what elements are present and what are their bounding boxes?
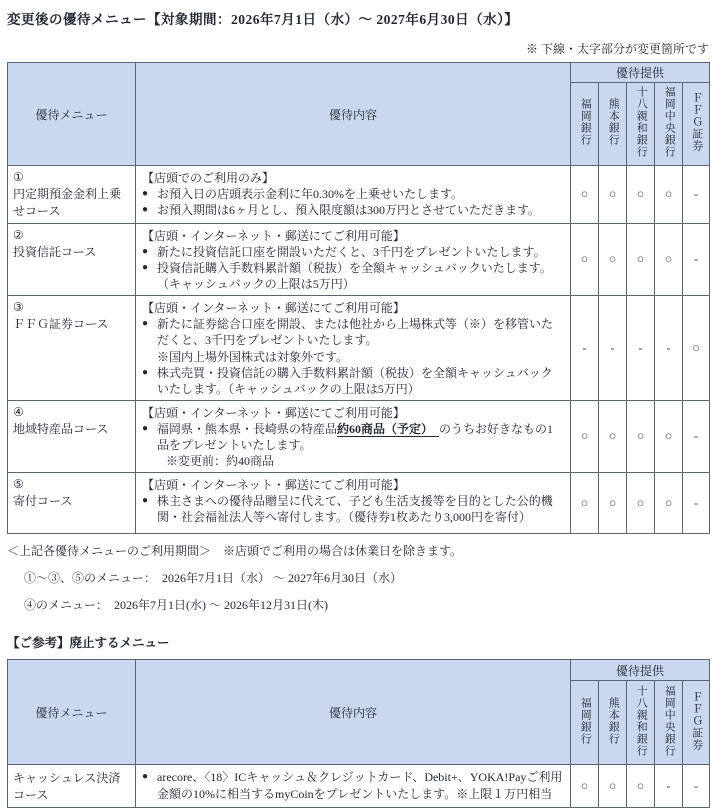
mark-cell: ○ xyxy=(599,765,627,808)
mark-cell: ○ xyxy=(571,400,599,472)
col-header-provide: 優待提供 xyxy=(571,660,710,681)
mark-cell: ○ xyxy=(571,166,599,224)
bullet-item xyxy=(142,421,564,453)
mark-cell: ○ xyxy=(683,296,710,400)
bullet-icon: ● xyxy=(142,771,149,783)
table-row xyxy=(8,765,710,808)
table-row xyxy=(8,166,710,224)
col-header-bank-juhachi-shinwa: 十八親和銀行 xyxy=(627,83,655,166)
col-header-menu: 優待メニュー xyxy=(8,63,136,166)
mark-cell: - xyxy=(683,224,710,296)
usage-period-section xyxy=(7,543,709,613)
mark-cell: - xyxy=(655,296,683,400)
row-number: ③ xyxy=(13,300,24,315)
mark-cell: ○ xyxy=(627,166,655,224)
mark-cell: ○ xyxy=(599,166,627,224)
channel-label: 【店頭・インターネット・郵送にてご利用可能】 xyxy=(142,229,405,243)
mark-cell: - xyxy=(683,473,710,534)
bullet-item: ● 株主さまへの優待品贈呈に代えて、子ども生活支援等を目的とした公的機関・社会福祉法人等へ寄付します。（優待券1枚あたり3,000円を寄付） xyxy=(142,494,553,525)
mark-cell: ○ xyxy=(655,224,683,296)
mark-cell: ○ xyxy=(655,473,683,534)
channel-label: 【店頭・インターネット・郵送にてご利用可能】 xyxy=(142,301,405,316)
menu-name: ＦＦＧ証券コース xyxy=(13,317,109,332)
mark-cell: - xyxy=(655,765,683,808)
mark-cell: ○ xyxy=(599,224,627,296)
discontinued-menu-table xyxy=(7,659,710,808)
mark-cell: ○ xyxy=(599,473,627,534)
channel-label: 【店頭・インターネット・郵送にてご利用可能】 xyxy=(142,405,405,420)
usage-period-heading: ＜上記各優待メニューのご利用期間＞ ※店頭でご利用の場合は休業日を除きます。 xyxy=(7,544,463,559)
bullet-item: ● お預入期間は6ヶ月とし、預入限度額は300万円とさせていただきます。 xyxy=(142,203,541,218)
col-header-bank-fukuoka-chuo: 福岡中央銀行 xyxy=(655,83,683,166)
col-header-provide: 優待提供 xyxy=(571,63,710,83)
col-header-content: 優待内容 xyxy=(136,63,571,166)
row-number: ⑤ xyxy=(13,477,24,492)
reference-section-title: 【ご参考】廃止するメニュー xyxy=(7,636,170,651)
menu-cell-cashless-payment xyxy=(8,765,136,808)
bullet-icon: ● xyxy=(142,318,149,330)
col-header-bank-fukuoka: 福岡銀行 xyxy=(571,681,599,765)
page-title: 変更後の優待メニュー【対象期間：2026年7月1日（水）～ 2027年6月30日（水）】 xyxy=(7,12,519,27)
bullet-note: ※変更前：約40商品 xyxy=(166,454,275,469)
col-header-bank-fukuoka-chuo: 福岡中央銀行 xyxy=(655,681,683,765)
mark-cell: ○ xyxy=(627,473,655,534)
col-header-bank-kumamoto: 熊本銀行 xyxy=(599,681,627,765)
table-row xyxy=(8,473,710,534)
col-header-bank-fukuoka: 福岡銀行 xyxy=(571,83,599,166)
mark-cell: - xyxy=(683,765,710,808)
content-cell xyxy=(136,296,571,400)
bullet-item: ● お預入日の店頭表示金利に年0.30%を上乗せいたします。 xyxy=(142,187,464,202)
table-row xyxy=(8,224,710,296)
row-number: ② xyxy=(13,228,24,242)
bullet-text-post: のうちお好きなもの1品をプレゼントいたします。 xyxy=(157,421,554,452)
menu-name: 寄付コース xyxy=(13,494,73,509)
bullet-item: ● 株式売買・投資信託の購入手数料累計額（税抜）を全額キャッシュバックいたします。（キャッシュバックの上限は5万円） xyxy=(142,365,553,396)
menu-cell-donation xyxy=(8,473,136,534)
mark-cell: - xyxy=(683,166,710,224)
bullet-icon: ● xyxy=(142,204,149,216)
content-cell xyxy=(136,224,571,296)
mark-cell: - xyxy=(627,296,655,400)
col-header-content: 優待内容 xyxy=(136,660,571,765)
mark-cell: ○ xyxy=(627,224,655,296)
bullet-note: ※国内上場外国株式は対象外です。 xyxy=(157,349,349,364)
bullet-item: ● 新たに投資信託口座を開設いただくと、3千円をプレゼントいたします。 xyxy=(142,245,546,260)
menu-name: 円定期預金金利上乗せコース xyxy=(13,187,122,218)
content-cell xyxy=(136,765,571,808)
table-header-row-1 xyxy=(8,660,710,681)
bullet-icon: ● xyxy=(142,366,149,378)
changed-bold-underline-text: 約60商品（予定） xyxy=(337,422,439,437)
mark-cell: - xyxy=(683,400,710,472)
row-number: ① xyxy=(13,170,24,184)
channel-label: 【店頭でのご利用のみ】 xyxy=(142,171,275,185)
col-header-ffg-securities: ＦＦＧ証券 xyxy=(683,83,710,166)
bullet-item: ● 投資信託購入手数料累計額（税抜）を全額キャッシュバックいたします。（キャッシュバックの上限は5万円） xyxy=(142,261,552,292)
content-cell xyxy=(136,473,571,534)
table-row xyxy=(8,400,710,472)
benefit-menu-table xyxy=(7,62,710,534)
menu-cell-ffg-securities xyxy=(8,296,136,400)
channel-label: 【店頭・インターネット・郵送にてご利用可能】 xyxy=(142,478,405,493)
bullet-icon: ● xyxy=(142,188,149,200)
mark-cell: - xyxy=(599,296,627,400)
content-cell xyxy=(136,166,571,224)
change-note: ※ 下線・太字部分が変更箇所です xyxy=(525,42,709,56)
menu-name: 投資信託コース xyxy=(13,245,97,259)
table-row xyxy=(8,296,710,400)
menu-cell-investment-trust xyxy=(8,224,136,296)
bullet-icon: ● xyxy=(142,422,149,434)
mark-cell: ○ xyxy=(599,400,627,472)
menu-cell-regional-specialty xyxy=(8,400,136,472)
bullet-icon: ● xyxy=(142,246,149,258)
menu-name: 地域特産品コース xyxy=(13,421,109,436)
mark-cell: ○ xyxy=(571,224,599,296)
bullet-item: ● arecore、〈18〉ICキャッシュ＆クレジットカード、Debit+、YOKA!Payご利用金額の10%に相当するmyCoinをプレゼントいたします。※上限１万円相当 xyxy=(142,770,563,801)
mark-cell: ○ xyxy=(571,473,599,534)
content-cell xyxy=(136,400,571,472)
bullet-icon: ● xyxy=(142,495,149,507)
table-header-row-1 xyxy=(8,63,710,83)
mark-cell: ○ xyxy=(571,765,599,808)
col-header-menu: 優待メニュー xyxy=(8,660,136,765)
row-number: ④ xyxy=(13,404,24,419)
mark-cell: ○ xyxy=(655,166,683,224)
col-header-bank-kumamoto: 熊本銀行 xyxy=(599,83,627,166)
usage-period-line-1: ①～③、⑤のメニュー： 2026年7月1日（水） ～ 2027年6月30日（水） xyxy=(24,570,403,585)
col-header-bank-juhachi-shinwa: 十八親和銀行 xyxy=(627,681,655,765)
col-header-ffg-securities: ＦＦＧ証券 xyxy=(683,681,710,765)
mark-cell: ○ xyxy=(655,400,683,472)
bullet-text-pre: 福岡県・熊本県・長崎県の特産品 xyxy=(157,421,338,436)
mark-cell: ○ xyxy=(627,765,655,808)
menu-cell-yen-deposit xyxy=(8,166,136,224)
mark-cell: ○ xyxy=(627,400,655,472)
bullet-icon: ● xyxy=(142,262,149,274)
bullet-item: ● 新たに証券総合口座を開設、または他社から上場株式等（※）を移管いただくと、3千円をプレゼントいたします。 xyxy=(142,317,554,348)
mark-cell: - xyxy=(571,296,599,400)
usage-period-line-2: ④のメニュー： 2026年7月1日(水) ～ 2026年12月31日(木) xyxy=(24,597,328,612)
menu-name: キャッシュレス決済コース xyxy=(13,771,121,803)
